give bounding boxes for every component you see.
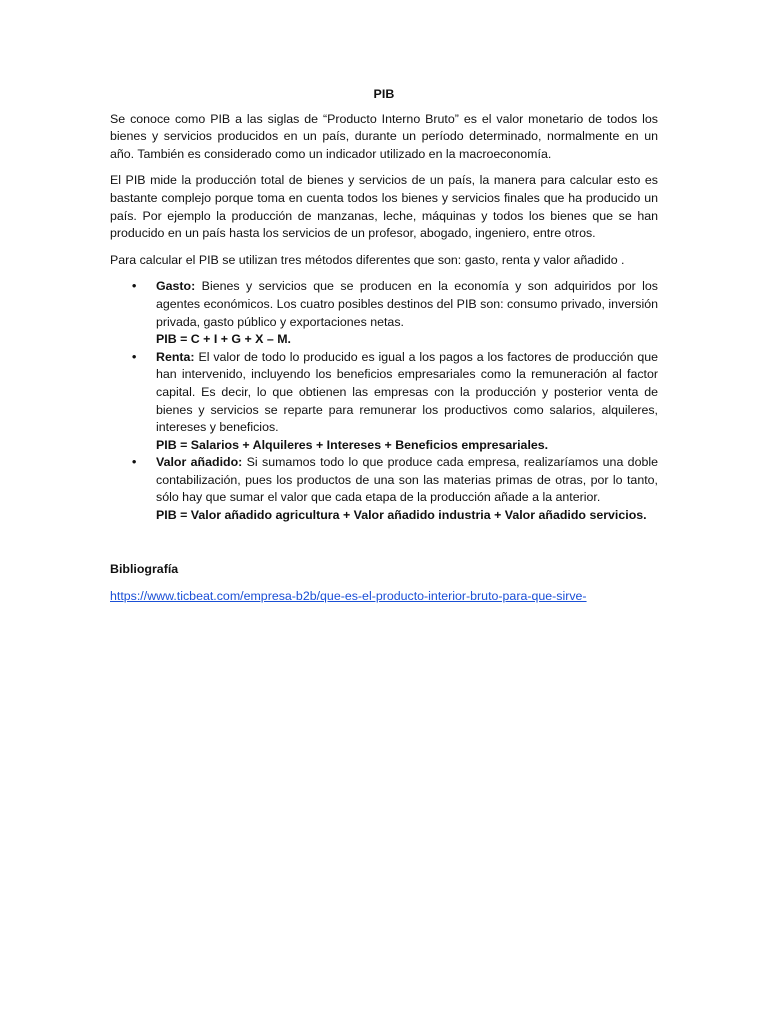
method-description: Si sumamos todo lo que produce cada empresa, realizaríamos una doble contabilización, pues los productos de una son las materias primas de otras, por lo tanto, sólo hay que sumar el valor que cada etapa de la producción añade a la anterior.: [156, 455, 659, 505]
method-term: Valor añadido:: [156, 455, 243, 470]
paragraph-measurement: El PIB mide la producción total de bienes y servicios de un país, la manera para calcular esto es bastante complejo porque toma en cuenta todos los bienes y servicios finales que ha producido un país. Por ejemplo la producción de manzanas, leche, máquinas y todos los bienes que se han producido en un país hasta los servicios de un profesor, abogado, ingeniero, entre otros.: [110, 173, 658, 241]
bullet-icon: •: [132, 279, 137, 294]
document-body: [110, 86, 658, 606]
list-item-valor-anadido: [132, 454, 659, 524]
method-formula: PIB = Salarios + Alquileres + Intereses + Beneficios empresariales.: [156, 437, 549, 452]
bibliography-link[interactable]: https://www.ticbeat.com/empresa-b2b/que-es-el-producto-interior-bruto-para-que-sirve-: [110, 589, 587, 604]
document-title: PIB: [373, 87, 395, 101]
bibliography-entry: [110, 588, 658, 606]
method-description: El valor de todo lo producido es igual a los pagos a los factores de producción que han intervenido, incluyendo los beneficios empresariales como la remuneración al factor capital. Es decir, lo que obtienen las empresas con la producción y posterior venta de bienes y servicios se reparte para remunerar los productivos como salarios, alquileres, intereses y beneficios.: [156, 349, 658, 435]
method-formula: PIB = C + I + G + X – M.: [156, 332, 291, 347]
method-term: Renta:: [156, 349, 195, 364]
method-formula: PIB = Valor añadido agricultura + Valor añadido industria + Valor añadido servicios.: [156, 508, 647, 523]
methods-list: [110, 278, 658, 524]
bibliography-heading: Bibliografía: [110, 561, 179, 576]
list-item-gasto: [132, 278, 658, 348]
list-item-renta: [132, 349, 658, 455]
method-description: Bienes y servicios que se producen en la economía y son adquiridos por los agentes económicos. Los cuatro posibles destinos del PIB son: consumo privado, inversión privada, gasto público y exportaciones netas.: [156, 279, 658, 329]
method-term: Gasto:: [156, 279, 196, 294]
paragraph-methods-intro: Para calcular el PIB se utilizan tres métodos diferentes que son: gasto, renta y valor añadido .: [110, 252, 625, 267]
bullet-icon: •: [132, 349, 137, 364]
bullet-icon: •: [132, 455, 137, 470]
paragraph-definition: Se conoce como PIB a las siglas de “Producto Interno Bruto” es el valor monetario de todos los bienes y servicios producidos en un país, durante un período determinado, normalmente en un año. También es considerado como un indicador utilizado en la macroeconomía.: [110, 111, 658, 161]
